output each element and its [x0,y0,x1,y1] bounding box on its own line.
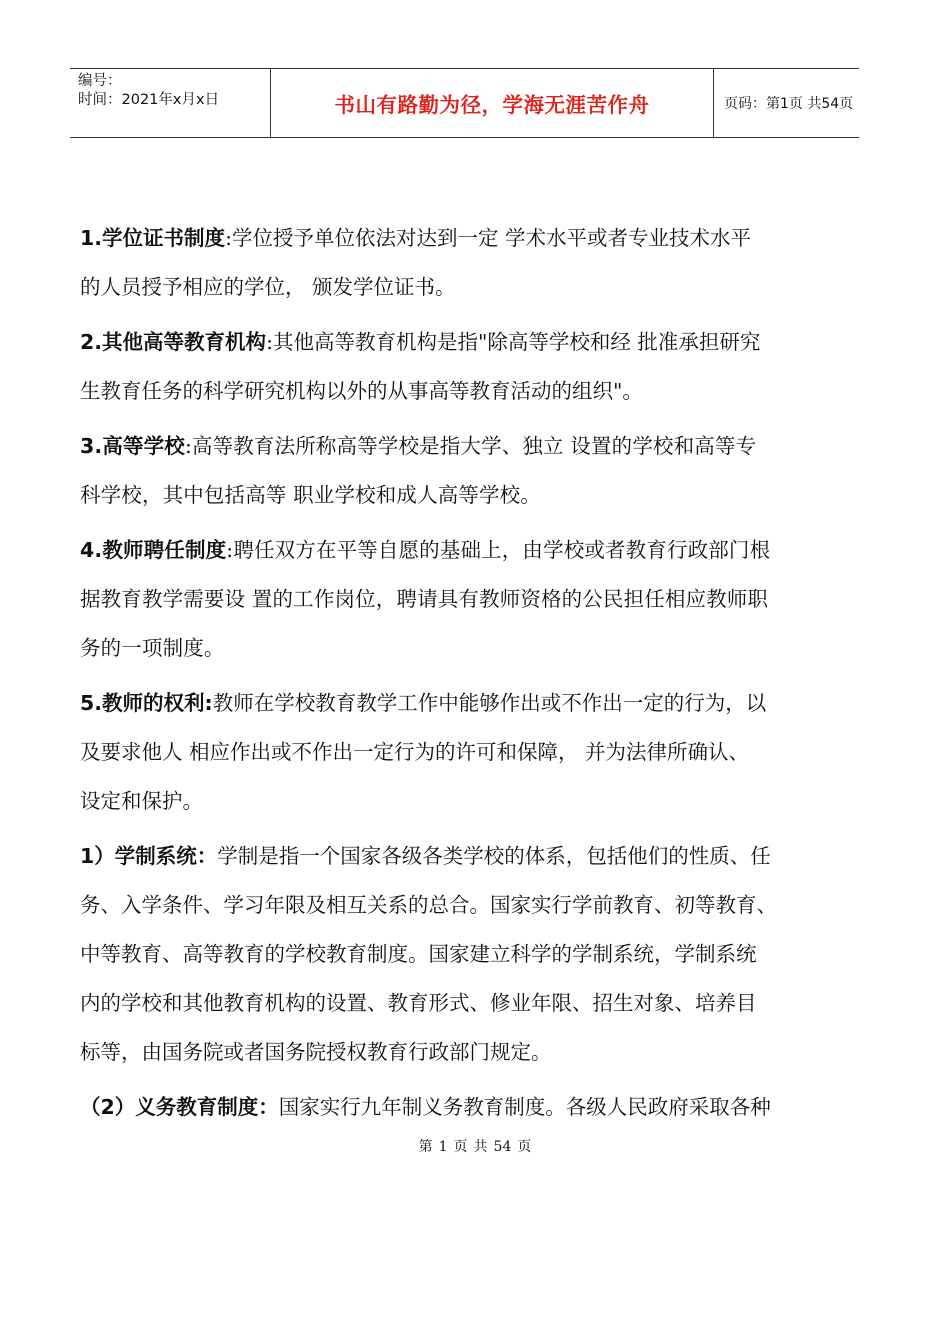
header-motto: 书山有路勤为径，学海无涯苦作舟 [334,93,650,117]
text-line: 中等教育、高等教育的学校教育制度。国家建立科学的学制系统，学制系统 [80,942,757,966]
text-line [80,526,840,575]
definition-text: 学制是指一个国家各级各类学校的体系，包括他们的性质、任 [217,844,771,868]
text-line [80,318,840,367]
text-line: 据教育教学需要设 置的工作岗位，聘请具有教师资格的公民担任相应教师职 [80,587,769,611]
term-heading: 5.教师的权利: [80,691,213,715]
paragraph-degree-certificate [80,214,840,312]
paragraph-other-institutions [80,318,840,416]
text-line [80,679,840,728]
definition-text: 教师在学校教育教学工作中能够作出或不作出一定的行为，以 [212,691,767,715]
footer-page-label: 第 [418,1139,433,1155]
paragraph-teacher-employment [80,526,840,673]
page-footer [0,1136,950,1156]
document-time-label: 时间：2021年x月x日 [78,92,220,108]
definition-text: 国家实行九年制义务教育制度。各级人民政府采取各种 [278,1095,771,1119]
definition-text: :其他高等教育机构是指"除高等学校和经 批准承担研究 [266,330,761,354]
paragraph-teacher-rights [80,679,840,826]
text-line: 生教育任务的科学研究机构以外的从事高等教育活动的组织"。 [80,379,643,403]
text-line [80,422,840,471]
paragraph-school-system [80,832,840,1077]
definition-text: :高等教育法所称高等学校是指大学、独立 设置的学校和高等专 [184,434,757,458]
term-heading: 2.其他高等教育机构 [80,330,267,354]
text-line [80,214,840,263]
text-line: 的人员授予相应的学位， 颁发学位证书。 [80,275,456,299]
text-line: 务、入学条件、学习年限及相互关系的总合。国家实行学前教育、初等教育、 [80,893,777,917]
definition-text: :学位授予单位依法对达到一定 学术水平或者专业技术水平 [225,226,751,250]
text-line [80,832,840,881]
term-heading: （2）义务教育制度： [80,1095,279,1119]
header-motto-cell [270,69,714,137]
definition-text: :聘任双方在平等自愿的基础上，由学校或者教育行政部门根 [226,538,771,562]
footer-page-suffix: 页 [453,1139,468,1155]
paragraph-compulsory-education [80,1083,840,1132]
term-heading: 1.学位证书制度 [80,226,226,250]
header-meta-cell [70,69,270,137]
text-line: 设定和保护。 [80,789,203,813]
term-heading: 3.高等学校 [80,434,185,458]
text-line: 及要求他人 相应作出或不作出一定行为的许可和保障， 并为法律所确认、 [80,740,750,764]
document-number-label: 编号： [78,73,122,89]
footer-total-suffix: 页 [517,1139,532,1155]
header-page-cell [714,69,859,137]
text-line [80,1083,840,1132]
text-line: 标等，由国务院或者国务院授权教育行政部门规定。 [80,1040,552,1064]
text-line: 务的一项制度。 [80,636,225,660]
header-page-info: 页码：第1页 共54页 [724,96,854,112]
document-header [70,68,859,138]
text-line: 科学校，其中包括高等 职业学校和成人高等学校。 [80,483,541,507]
footer-page-number: 1 [438,1139,448,1155]
paragraph-higher-schools [80,422,840,520]
term-heading: 1）学制系统： [80,844,218,868]
term-heading: 4.教师聘任制度 [80,538,227,562]
footer-total-label: 共 [473,1139,488,1155]
text-line: 内的学校和其他教育机构的设置、教育形式、修业年限、招生对象、培养目 [80,991,757,1015]
document-body [80,214,840,1138]
footer-total-number: 54 [493,1139,512,1155]
